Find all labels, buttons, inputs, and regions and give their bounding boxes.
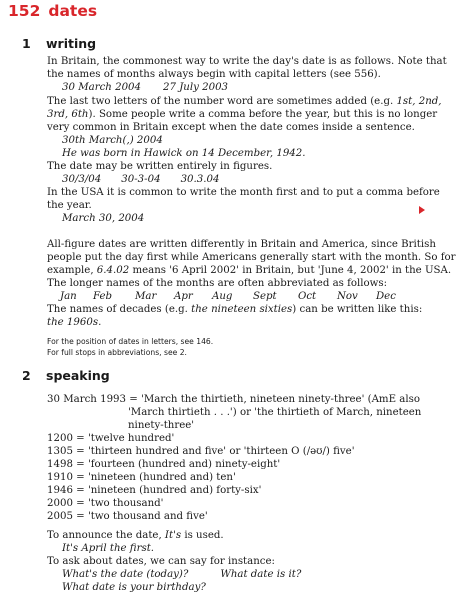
entry-title [8,2,97,20]
month-abbreviations [60,291,396,303]
month-abbr: Jan [60,291,77,302]
example: 27 July 2003 [163,82,229,93]
example-line: 2005 = 'two thousand and five' [47,511,208,522]
month-abbr: Aug [212,291,233,302]
example-line: 1305 = 'thirteen hundred and five' or 'thirteen O (/əʊ/) five' [47,446,355,457]
text-italic: 6.4.02 [96,265,130,276]
text-italic: It's [164,530,182,541]
example-line: March 30, 2004 [62,213,145,224]
example-line: 1498 = 'fourteen (hundred and) ninety-eight' [47,459,281,470]
example: What's the date (today)? [62,569,189,580]
continue-arrow-icon[interactable] [419,206,425,214]
paragraph-line [47,109,437,121]
cross-reference-note: For the position of dates in letters, see 146. [47,337,214,346]
paragraph-line: To ask about dates, we can say for instance: [47,556,275,567]
example: 30 March 2004 [62,82,142,93]
month-abbr: Feb [93,291,113,302]
paragraph-line: the names of months always begin with capital letters (see 556). [47,69,381,80]
example-line: 30 March 1993 = 'March the thirtieth, nineteen ninety-three' (AmE also [47,394,420,405]
paragraph-line: The date may be written entirely in figures. [47,161,273,172]
text-italic: 3rd, 6th [47,109,89,120]
entry-word: dates [48,2,98,20]
paragraph-line: In Britain, the commonest way to write the day's date is as follows. Note that [47,56,447,67]
month-abbr: Nov [337,291,358,302]
text: is used. [181,530,224,541]
section-number: 2 [22,368,31,383]
example-line: 1946 = 'nineteen (hundred and) forty-six' [47,485,262,496]
paragraph-line [47,530,224,542]
section-heading-speaking [22,368,110,383]
text: The names of decades (e.g. [47,304,192,315]
example: 30/3/04 [62,174,102,185]
paragraph-line: the year. [47,200,92,211]
paragraph-line [47,304,422,316]
example-line [62,174,219,186]
month-abbr: Mar [135,291,157,302]
paragraph-line: In the USA it is common to write the month first and to put a comma before [47,187,440,198]
example-line: 1910 = 'nineteen (hundred and) ten' [47,472,236,483]
section-title: writing [46,36,97,51]
paragraph-line: people put the day first while Americans generally start with the month. So for [47,252,456,263]
example-line [62,569,301,581]
example-line: It's April the first. [62,543,155,554]
text: means '6 April 2002' in Britain, but 'June 4, 2002' in the USA. [129,265,452,276]
paragraph-line: The longer names of the months are often abbreviated as follows: [47,278,388,289]
example-line: ninety-three' [128,420,195,431]
month-abbr: Oct [298,291,317,302]
example-line: What date is your birthday? [62,582,206,593]
text-italic: 1st, 2nd, [396,96,442,107]
text: example, [47,265,97,276]
paragraph-line: very common in Britain except when the date comes inside a sentence. [47,122,415,133]
example-line [62,82,228,94]
text: The last two letters of the number word are sometimes added (e.g. [47,96,397,107]
section-title: speaking [46,368,110,383]
example: 30.3.04 [180,174,220,185]
text: ). Some people write a comma before the year, but this is no longer [88,109,438,120]
cross-reference-note: For full stops in abbreviations, see 2. [47,348,187,357]
example-line: 2000 = 'two thousand' [47,498,164,509]
paragraph-line [47,96,442,108]
text: To announce the date, [47,530,165,541]
entry-number: 152 [8,2,41,20]
text-italic: the nineteen sixties [191,304,293,315]
example-line: 30th March(,) 2004 [62,135,163,146]
section-heading-writing [22,36,96,51]
text: ) can be written like this: [292,304,423,315]
example: 30-3-04 [121,174,161,185]
paragraph-line [47,265,451,277]
month-abbr: Apr [174,291,193,302]
paragraph-line: the 1960s. [47,317,102,328]
month-abbr: Dec [376,291,396,302]
example-line: 1200 = 'twelve hundred' [47,433,175,444]
section-number: 1 [22,36,31,51]
example: What date is it? [220,569,302,580]
example-line: He was born in Hawick on 14 December, 1942. [62,148,306,159]
month-abbr: Sept [253,291,277,302]
paragraph-line: All-figure dates are written differently in Britain and America, since British [47,239,436,250]
example-line: 'March thirtieth . . .') or 'the thirtieth of March, nineteen [128,407,422,418]
